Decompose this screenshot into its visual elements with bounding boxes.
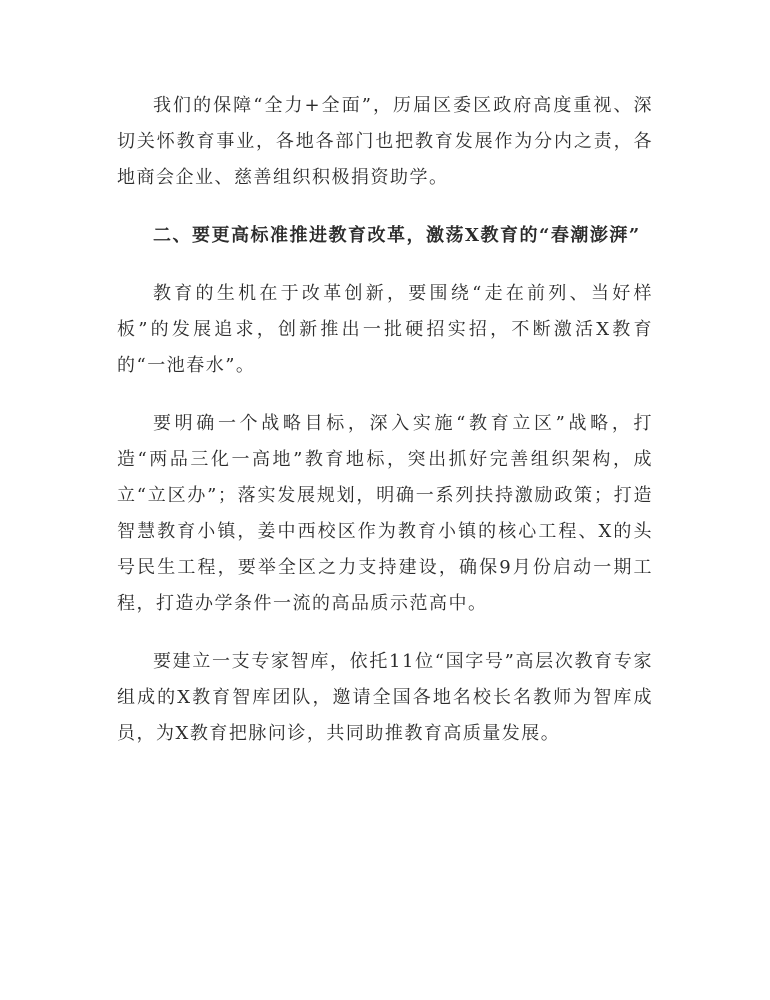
- section-heading-reform: 二、要更高标准推进教育改革，激荡X教育的“春潮澎湃”: [153, 225, 641, 246]
- paragraph-think-tank: 要建立一支专家智库，依托11位“国字号”高层次教育专家组成的X教育智库团队，邀请全国各地名校长名教师为智库成员，为X教育把脉问诊，共同助推教育高质量发展。: [117, 651, 653, 744]
- document-body: [117, 88, 653, 774]
- paragraph-innovation: 教育的生机在于改革创新，要围绕“走在前列、当好样板”的发展追求，创新推出一批硬招实招，不断激活X教育的“一池春水”。: [117, 283, 653, 376]
- paragraph-strategy: 要明确一个战略目标，深入实施“教育立区”战略，打造“两品三化一高地”教育地标，突出抓好完善组织架构，成立“立区办”；落实发展规划，明确一系列扶持激励政策；打造智慧教育小镇，姜中西校区作为教育小镇的核心工程、X的头号民生工程，要举全区之力支持建设，确保9月份启动一期工程，打造办学条件一流的高品质示范高中。: [117, 413, 653, 614]
- paragraph-support: 我们的保障“全力+全面”，历届区委区政府高度重视、深切关怀教育事业，各地各部门也把教育发展作为分内之责，各地商会企业、慈善组织积极捐资助学。: [117, 95, 653, 188]
